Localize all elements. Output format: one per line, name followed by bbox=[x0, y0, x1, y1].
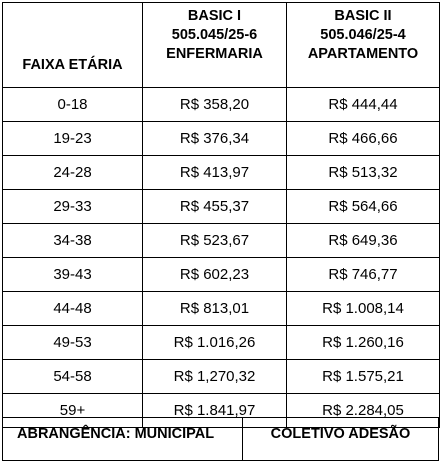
plan2-price-cell: R$ 444,44 bbox=[287, 88, 440, 122]
footer-row bbox=[3, 418, 439, 461]
plan1-price-cell: R$ 813,01 bbox=[143, 292, 287, 326]
plan2-header bbox=[287, 3, 440, 88]
age-range-header: FAIXA ETÁRIA bbox=[3, 3, 143, 88]
table-row bbox=[3, 224, 440, 258]
age-range-cell: 0-18 bbox=[3, 88, 143, 122]
plan2-name: BASIC II bbox=[334, 8, 392, 24]
price-table bbox=[2, 2, 440, 428]
table-row bbox=[3, 88, 440, 122]
plan2-price-cell: R$ 1.008,14 bbox=[287, 292, 440, 326]
contract-type-label: COLETIVO ADESÃO bbox=[243, 418, 439, 461]
plan1-price-cell: R$ 1,270,32 bbox=[143, 360, 287, 394]
table-row bbox=[3, 190, 440, 224]
age-range-cell: 44-48 bbox=[3, 292, 143, 326]
plan1-price-cell: R$ 1.841,97 bbox=[143, 394, 287, 428]
table-row bbox=[3, 360, 440, 394]
plan2-price-cell: R$ 1.575,21 bbox=[287, 360, 440, 394]
plan2-type: APARTAMENTO bbox=[307, 46, 419, 62]
plan2-price-cell: R$ 466,66 bbox=[287, 122, 440, 156]
plan1-price-cell: R$ 413,97 bbox=[143, 156, 287, 190]
plan1-price-cell: R$ 1.016,26 bbox=[143, 326, 287, 360]
table-row bbox=[3, 326, 440, 360]
plan1-price-cell: R$ 523,67 bbox=[143, 224, 287, 258]
plan1-price-cell: R$ 602,23 bbox=[143, 258, 287, 292]
plan1-price-cell: R$ 376,34 bbox=[143, 122, 287, 156]
table-row bbox=[3, 122, 440, 156]
plan1-price-cell: R$ 358,20 bbox=[143, 88, 287, 122]
plan2-price-cell: R$ 746,77 bbox=[287, 258, 440, 292]
age-range-cell: 39-43 bbox=[3, 258, 143, 292]
age-range-cell: 19-23 bbox=[3, 122, 143, 156]
footer-table bbox=[2, 417, 439, 461]
age-range-cell: 24-28 bbox=[3, 156, 143, 190]
plan1-type: ENFERMARIA bbox=[166, 46, 263, 62]
age-range-cell: 29-33 bbox=[3, 190, 143, 224]
age-range-cell: 49-53 bbox=[3, 326, 143, 360]
plan2-price-cell: R$ 564,66 bbox=[287, 190, 440, 224]
plan1-code: 505.045/25-6 bbox=[171, 27, 258, 43]
plan1-header bbox=[143, 3, 287, 88]
plan2-price-cell: R$ 1.260,16 bbox=[287, 326, 440, 360]
table-row bbox=[3, 156, 440, 190]
coverage-label: ABRANGÊNCIA: MUNICIPAL bbox=[3, 418, 243, 461]
plan2-price-cell: R$ 2.284,05 bbox=[287, 394, 440, 428]
table-row bbox=[3, 258, 440, 292]
plan2-price-cell: R$ 513,32 bbox=[287, 156, 440, 190]
age-range-cell: 54-58 bbox=[3, 360, 143, 394]
plan2-price-cell: R$ 649,36 bbox=[287, 224, 440, 258]
plan1-name: BASIC I bbox=[187, 8, 242, 24]
age-range-cell: 34-38 bbox=[3, 224, 143, 258]
plan1-price-cell: R$ 455,37 bbox=[143, 190, 287, 224]
plan2-code: 505.046/25-4 bbox=[320, 27, 406, 43]
header-row bbox=[3, 3, 440, 88]
table-row bbox=[3, 292, 440, 326]
age-range-cell: 59+ bbox=[3, 394, 143, 428]
